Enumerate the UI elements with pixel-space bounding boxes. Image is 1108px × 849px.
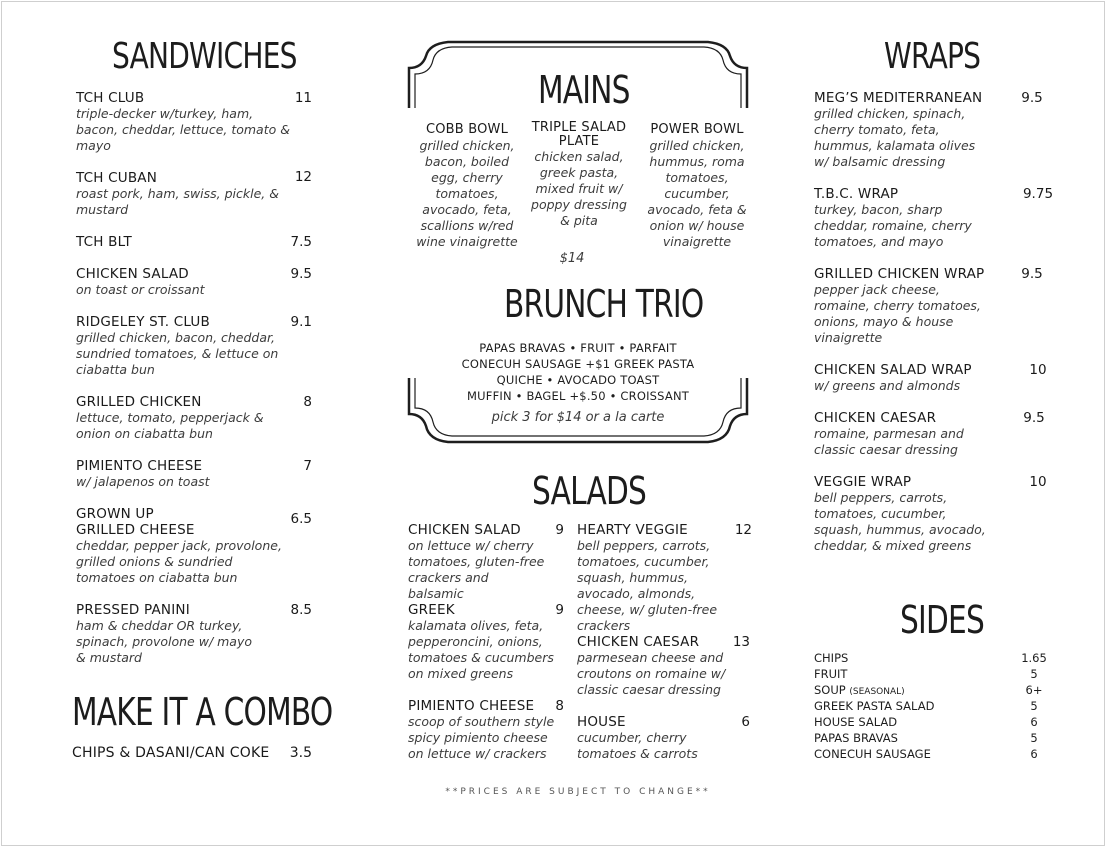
- mains-title: MAINS: [538, 68, 630, 112]
- salad-item: [577, 714, 707, 762]
- item-name: CHICKEN CAESAR: [814, 410, 937, 426]
- side-price: 5: [1030, 731, 1038, 745]
- side-name: FRUIT: [814, 667, 848, 681]
- side-name: CONECUH SAUSAGE: [814, 747, 931, 761]
- item-name: MEG’S MEDITERRANEAN: [814, 90, 983, 106]
- item-desc: on toast or croissant: [76, 282, 205, 297]
- salad-item: [577, 522, 745, 634]
- brunch-line: CONECUH SAUSAGE +$1 GREEK PASTA: [461, 357, 695, 371]
- item-price: 7.5: [290, 234, 312, 250]
- item-price: 9: [555, 602, 564, 618]
- item-name: COBB BOWL: [425, 122, 509, 137]
- item-desc: on lettuce w/ cherry tomatoes, gluten-free crackers and balsamic: [408, 538, 545, 601]
- sandwich-item: [76, 90, 291, 154]
- item-name: GROWN UP GRILLED CHEESE: [76, 506, 195, 538]
- wraps-title: WRAPS: [884, 36, 981, 77]
- combo-item: CHIPS & DASANI/CAN COKE: [72, 745, 270, 761]
- item-price: 8: [555, 698, 564, 714]
- item-price: 9.75: [1022, 186, 1054, 202]
- side-note: (SEASONAL): [849, 687, 905, 697]
- wrap-item: [814, 410, 974, 458]
- sandwich-item: [76, 234, 281, 250]
- item-desc: grilled chicken, hummus, roma tomatoes, cucumber, avocado, feta & onion w/ house vinaigrette: [647, 138, 747, 249]
- item-price: 9.5: [290, 266, 312, 282]
- item-price: 9.5: [1021, 266, 1043, 282]
- item-desc: ham & cheddar OR turkey, spinach, provolone w/ mayo & mustard: [76, 618, 253, 665]
- side-item: [814, 682, 1054, 698]
- item-name: TCH CLUB: [76, 90, 145, 106]
- item-desc: romaine, parmesan and classic caesar dressing: [814, 426, 964, 457]
- item-price: 7: [303, 458, 312, 474]
- item-name: GRILLED CHICKEN: [76, 394, 202, 410]
- sandwich-item: [76, 314, 281, 378]
- side-name: GREEK PASTA SALAD: [814, 699, 935, 713]
- side-name: PAPAS BRAVAS: [814, 731, 898, 745]
- item-name: HEARTY VEGGIE: [577, 522, 688, 538]
- combo-price: 3.5: [289, 745, 312, 761]
- sandwich-item: [76, 266, 281, 298]
- item-desc: grilled chicken, bacon, boiled egg, cherry tomatoes, avocado, feta, scallions w/red wine vinaigrette: [416, 138, 518, 249]
- salad-item: [408, 522, 548, 602]
- salads-title: SALADS: [532, 469, 647, 513]
- item-name: PRESSED PANINI: [76, 602, 190, 618]
- wrap-item: [814, 474, 992, 554]
- wrap-item: [814, 186, 979, 250]
- item-desc: cheddar, pepper jack, provolone, grilled onions & sundried tomatoes on ciabatta bun: [76, 538, 282, 585]
- side-item: [814, 666, 1054, 682]
- item-price: 8: [303, 394, 312, 410]
- side-item: [814, 698, 1054, 714]
- sandwiches-title: SANDWICHES: [112, 36, 297, 77]
- item-price: 9.5: [1023, 410, 1045, 426]
- price-disclaimer: **PRICES ARE SUBJECT TO CHANGE**: [445, 787, 711, 797]
- item-price: 9.5: [1021, 90, 1043, 106]
- side-price: 6: [1030, 715, 1038, 729]
- side-item: [814, 730, 1054, 746]
- brunch-note: pick 3 for $14 or a la carte: [491, 410, 665, 425]
- side-name: CHIPS: [814, 651, 849, 665]
- side-price: 5: [1030, 699, 1038, 713]
- item-price: 11: [294, 90, 312, 106]
- brunch-line: MUFFIN • BAGEL +$.50 • CROISSANT: [467, 389, 689, 403]
- side-price: 6: [1030, 747, 1038, 761]
- side-price: 1.65: [1021, 651, 1047, 665]
- item-name: GRILLED CHICKEN WRAP: [814, 266, 985, 282]
- brunch-line: PAPAS BRAVAS • FRUIT • PARFAIT: [479, 341, 677, 355]
- combo-title: MAKE IT A COMBO: [72, 690, 333, 734]
- mains-item: [411, 122, 523, 250]
- item-name: CHICKEN SALAD: [76, 266, 189, 282]
- item-desc: cucumber, cherry tomatoes & carrots: [577, 730, 698, 761]
- item-name: VEGGIE WRAP: [814, 474, 912, 490]
- item-name: TRIPLE SALAD PLATE: [531, 120, 627, 149]
- item-price: 13: [732, 634, 750, 650]
- item-desc: kalamata olives, feta, pepperoncini, onions, tomatoes & cucumbers on mixed greens: [408, 618, 554, 681]
- item-name: CHICKEN SALAD: [408, 522, 521, 538]
- side-item: [814, 714, 1054, 730]
- item-price: 8.5: [290, 602, 312, 618]
- side-item: [814, 650, 1054, 666]
- sandwich-item: [76, 458, 281, 490]
- item-name: TCH BLT: [76, 234, 132, 250]
- item-desc: grilled chicken, bacon, cheddar, sundried tomatoes, & lettuce on ciabatta bun: [76, 330, 279, 377]
- wrap-item: [814, 90, 989, 170]
- item-name: HOUSE: [577, 714, 626, 730]
- item-desc: triple-decker w/turkey, ham, bacon, cheddar, lettuce, tomato & mayo: [76, 106, 290, 153]
- wrap-item: [814, 266, 989, 346]
- sandwich-item: [76, 602, 261, 666]
- item-desc: scoop of southern style spicy pimiento cheese on lettuce w/ crackers: [408, 714, 555, 761]
- item-name: GREEK: [408, 602, 455, 618]
- wrap-item: [814, 362, 994, 394]
- item-price: 10: [1029, 474, 1047, 490]
- brunch-options: [430, 340, 726, 404]
- item-name: CHICKEN CAESAR: [577, 634, 700, 650]
- side-price: 5: [1030, 667, 1038, 681]
- side-price: 6+: [1025, 683, 1043, 697]
- item-desc: bell peppers, carrots, tomatoes, cucumber, squash, hummus, avocado, cheddar, & mixed greens: [814, 490, 986, 553]
- side-name: HOUSE SALAD: [814, 715, 898, 729]
- item-desc: lettuce, tomato, pepperjack & onion on ciabatta bun: [76, 410, 264, 441]
- item-desc: turkey, bacon, sharp cheddar, romaine, cherry tomatoes, and mayo: [814, 202, 972, 249]
- item-name: T.B.C. WRAP: [814, 186, 899, 202]
- sides-title: SIDES: [900, 598, 985, 642]
- item-desc: pepper jack cheese, romaine, cherry tomatoes, onions, mayo & house vinaigrette: [814, 282, 981, 345]
- item-name: CHICKEN SALAD WRAP: [814, 362, 972, 378]
- item-name: TCH CUBAN: [76, 170, 158, 186]
- item-price: 6: [741, 714, 750, 730]
- item-name: POWER BOWL: [650, 122, 744, 137]
- item-desc: bell peppers, carrots, tomatoes, cucumber, squash, hummus, avocado, almonds, cheese, w/ gluten-free crackers: [577, 538, 718, 633]
- item-desc: parmesean cheese and croutons on romaine w/ classic caesar dressing: [577, 650, 726, 697]
- item-price: 10: [1029, 362, 1047, 378]
- item-name: PIMIENTO CHEESE: [76, 458, 203, 474]
- brunch-title: BRUNCH TRIO: [504, 282, 704, 326]
- item-price: 12: [294, 169, 312, 185]
- sandwich-item: [76, 394, 266, 442]
- item-price: 6.5: [290, 511, 312, 527]
- salad-item: [577, 634, 732, 698]
- item-name: PIMIENTO CHEESE: [408, 698, 535, 714]
- item-desc: w/ greens and almonds: [814, 378, 961, 393]
- item-name: RIDGELEY ST. CLUB: [76, 314, 210, 330]
- item-price: 12: [734, 522, 752, 538]
- item-price: 9.1: [290, 314, 312, 330]
- item-desc: chicken salad, greek pasta, mixed fruit w/ poppy dressing & pita: [531, 149, 627, 228]
- item-price: 9: [555, 522, 564, 538]
- sandwich-item: [76, 170, 281, 218]
- mains-item: [531, 121, 627, 229]
- mains-price: $14: [559, 251, 585, 266]
- side-name: SOUP: [814, 683, 846, 697]
- item-desc: grilled chicken, spinach, cherry tomato, feta, hummus, kalamata olives w/ balsamic dressing: [814, 106, 976, 169]
- mains-item: [644, 122, 750, 250]
- side-item: [814, 746, 1054, 762]
- sandwich-item: [76, 506, 286, 586]
- item-desc: roast pork, ham, swiss, pickle, & mustard: [76, 186, 280, 217]
- item-desc: w/ jalapenos on toast: [76, 474, 210, 489]
- brunch-line: QUICHE • AVOCADO TOAST: [496, 373, 660, 387]
